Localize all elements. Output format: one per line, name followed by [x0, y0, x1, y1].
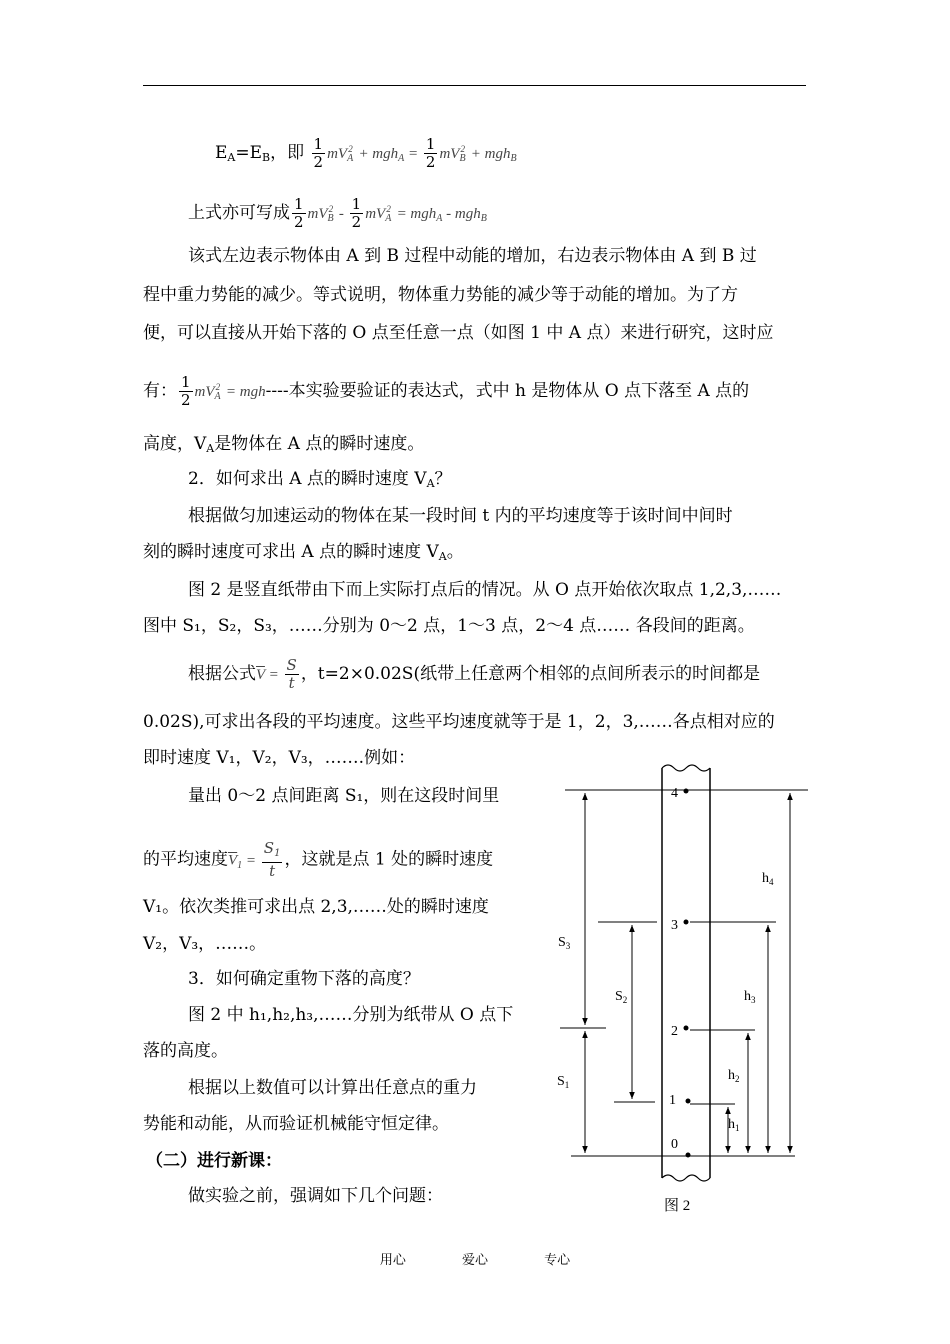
label-h4: $h_4$ — [762, 871, 774, 887]
tape-torn-bottom — [662, 1175, 710, 1181]
label-h3: $h_3$ — [744, 989, 756, 1005]
paragraph-line: 高度，$V_A$是物体在 A 点的瞬时速度。 — [143, 434, 425, 455]
equation-energy-conservation: $E_A=E_B$，即 $\frac{1}{2}$ $mV_A^2 + mgh_A$ = $\frac{1}{2}$ $mV_B^2 + mgh_B$ — [215, 135, 517, 171]
point-label-0: 0 — [671, 1137, 678, 1152]
tape-dot-3 — [684, 920, 689, 925]
point-label-4: 4 — [671, 786, 678, 801]
tape-dot-2 — [684, 1026, 689, 1031]
equation-v1: 的平均速度$\overline{V}_1$ = $\frac{S_1}{t}$ ，这就是点 1 处的瞬时速度 — [143, 839, 494, 880]
point-label-2: 2 — [671, 1024, 678, 1039]
equation-rewritten: 上式亦可写成 $\frac{1}{2}$ $mV_B^2$ - $\frac{1}{2}$ $mV_A^2 = mgh_A - mgh_B$ — [188, 195, 487, 231]
paragraph-line: 做实验之前，强调如下几个问题： — [188, 1186, 443, 1206]
tape-dot-1 — [686, 1099, 691, 1104]
paragraph-line: 量出 0～2 点间距离 S₁，则在这段时间里 — [188, 786, 500, 806]
tape-dot-0 — [686, 1153, 691, 1158]
point-label-1: 1 — [669, 1093, 676, 1108]
label-s2: $S_2$ — [615, 989, 628, 1005]
footer-text: 专心 — [544, 1253, 571, 1268]
paragraph-line: 落的高度。 — [143, 1041, 228, 1061]
paragraph-line: 刻的瞬时速度可求出 A 点的瞬时速度 $V_A$。 — [143, 542, 464, 563]
paragraph-line: 该式左边表示物体由 A 到 B 过程中动能的增加，右边表示物体由 A 到 B 过 — [188, 246, 757, 266]
paragraph-line: 图 2 是竖直纸带由下而上实际打点后的情况。从 O 点开始依次取点 1,2,3,…… — [188, 580, 782, 600]
question-heading-2: 2．如何求出 A 点的瞬时速度 $V_A$？ — [188, 469, 452, 490]
paragraph-line: V₂，V₃，……。 — [143, 934, 267, 954]
point-label-3: 3 — [671, 918, 678, 933]
equation-average-velocity: 根据公式$\overline{V}$ = $\frac{S}{t}$ ，t=2×0.02S(纸带上任意两个相邻的点间所表示的时间都是 — [188, 656, 761, 692]
paragraph-line: 0.02S),可求出各段的平均速度。这些平均速度就等于是 1，2，3,……各点相对应的 — [143, 712, 775, 732]
label-h1: $h_1$ — [728, 1117, 740, 1133]
paragraph-line: 图 2 中 h₁,h₂,h₃,……分别为纸带从 O 点下 — [188, 1005, 514, 1025]
label-h2: $h_2$ — [728, 1068, 740, 1084]
page-footer — [0, 1249, 950, 1268]
paragraph-line: 程中重力势能的减少。等式说明，物体重力势能的减少等于动能的增加。为了方 — [143, 285, 738, 305]
footer-text: 用心 — [379, 1253, 406, 1268]
footer-text: 爱心 — [461, 1253, 488, 1268]
figure-caption: 图 2 — [664, 1198, 691, 1214]
question-heading-3: 3．如何确定重物下落的高度？ — [188, 969, 420, 989]
paragraph-line: V₁。依次类推可求出点 2,3,……处的瞬时速度 — [143, 897, 489, 917]
section-title: （二）进行新课： — [146, 1151, 282, 1171]
paragraph-line: 根据以上数值可以计算出任意点的重力 — [188, 1078, 477, 1098]
paragraph-line: 便，可以直接从开始下落的 O 点至任意一点（如图 1 中 A 点）来进行研究，这时应 — [143, 323, 774, 343]
paragraph-line: 即时速度 V₁，V₂，V₃，…….例如： — [143, 748, 416, 768]
paragraph-line: 根据做匀加速运动的物体在某一段时间 t 内的平均速度等于该时间中间时 — [188, 506, 733, 526]
tape-dot-4 — [684, 789, 689, 794]
tape-torn-top — [662, 765, 710, 771]
label-s3: $S_3$ — [558, 935, 571, 951]
paragraph-line: 图中 S₁，S₂，S₃，……分别为 0～2 点，1～3 点，2～4 点…… 各段间的距离。 — [143, 616, 755, 636]
label-s1: $S_1$ — [557, 1074, 570, 1090]
equation-verify-expression: 有： $\frac{1}{2}$ $mV_A^2 = mgh----$本实验要验证的表达式，式中 h 是物体从 O 点下落至 A 点的 — [143, 373, 750, 409]
paragraph-line: 势能和动能，从而验证机械能守恒定律。 — [143, 1114, 449, 1134]
